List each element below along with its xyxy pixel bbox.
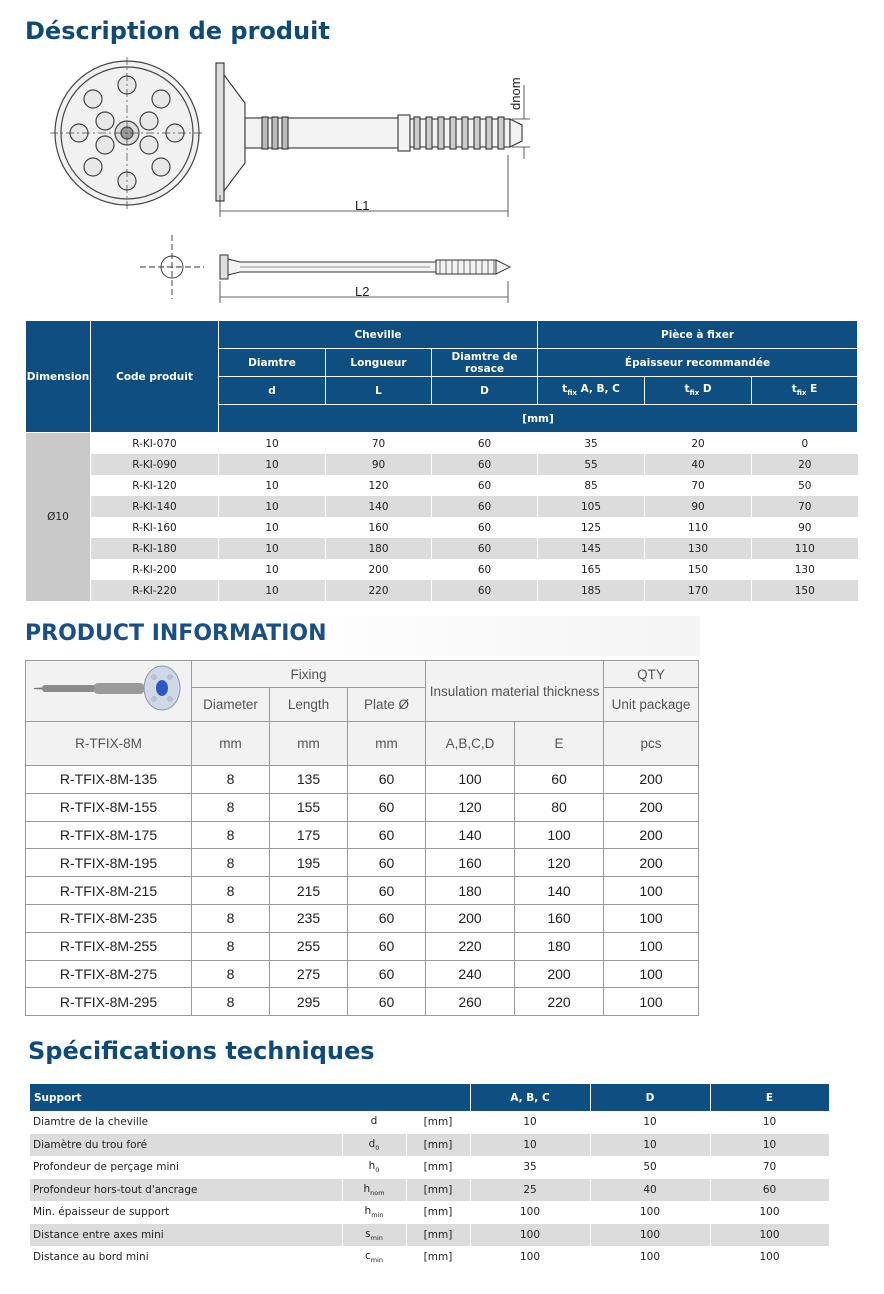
value-cell: 85: [538, 475, 645, 496]
value-cell: 70: [326, 433, 432, 455]
spec-unit: [mm]: [406, 1179, 470, 1202]
value-cell: 60: [432, 454, 538, 475]
table-row: [26, 904, 699, 932]
product-code-cell: R-KI-160: [91, 517, 219, 538]
value-cell: 70: [645, 475, 752, 496]
header-abcd: A,B,C,D: [426, 722, 515, 766]
spec-symbol-letter: d: [370, 1115, 378, 1128]
spec-symbol-letter: c: [364, 1250, 371, 1263]
value-cell: 60: [348, 988, 426, 1016]
value-cell: 155: [270, 793, 348, 821]
value-cell: 220: [326, 580, 432, 601]
value-cell: 105: [538, 496, 645, 517]
table-row: [26, 433, 858, 455]
spec-label: Profondeur hors-tout d'ancrage: [30, 1179, 342, 1202]
table-row: [26, 496, 858, 517]
spec-row: [30, 1156, 829, 1179]
product-description-table: [25, 320, 858, 601]
value-cell: 100: [604, 988, 699, 1016]
value-cell: 10: [219, 496, 326, 517]
value-cell: 100: [426, 766, 515, 794]
table-row: [26, 849, 699, 877]
spec-label: Diamètre du trou foré: [30, 1134, 342, 1157]
product-information-table: [25, 660, 699, 1016]
header-spec-d: D: [590, 1084, 710, 1111]
spec-value-e: 70: [710, 1156, 829, 1179]
expansion-tooth: [462, 117, 468, 149]
header-unit-package: Unit package: [604, 688, 699, 722]
header-dimension: Dimension: [26, 321, 91, 433]
table-row: [26, 821, 699, 849]
section-title-specifications: Spécifications techniques: [28, 1037, 375, 1065]
dimension-cell: Ø10: [26, 433, 91, 602]
rosette-hole: [96, 136, 114, 154]
value-cell: 8: [192, 932, 270, 960]
spec-symbol: [342, 1224, 406, 1247]
value-cell: 60: [348, 821, 426, 849]
value-cell: 100: [604, 960, 699, 988]
value-cell: 255: [270, 932, 348, 960]
value-cell: 170: [645, 580, 752, 601]
spec-unit: [mm]: [406, 1201, 470, 1224]
product-photo: [34, 665, 184, 715]
value-cell: 100: [515, 821, 604, 849]
expansion-tooth: [438, 117, 444, 149]
value-cell: 100: [604, 904, 699, 932]
spec-label: Profondeur de perçage mini: [30, 1156, 342, 1179]
value-cell: 80: [515, 793, 604, 821]
header-plate: Plate Ø: [348, 688, 426, 722]
value-cell: 160: [326, 517, 432, 538]
rosette-hole: [96, 112, 114, 130]
value-cell: 40: [645, 454, 752, 475]
expansion-tooth: [450, 117, 456, 149]
value-cell: 60: [432, 580, 538, 601]
value-cell: 60: [432, 475, 538, 496]
section-title-description: Déscription de produit: [25, 17, 330, 45]
value-cell: 180: [426, 877, 515, 905]
rosette-hole: [84, 90, 102, 108]
spec-value-e: 100: [710, 1201, 829, 1224]
symbol-d: d: [219, 377, 326, 405]
spec-row: [30, 1201, 829, 1224]
product-code-cell: R-TFIX-8M-235: [26, 904, 192, 932]
spec-symbol-letter: s: [365, 1227, 371, 1240]
product-code-cell: R-TFIX-8M-195: [26, 849, 192, 877]
product-code-cell: R-TFIX-8M-155: [26, 793, 192, 821]
value-cell: 10: [219, 580, 326, 601]
spec-value-abc: 100: [470, 1201, 590, 1224]
spec-value-e: 10: [710, 1111, 829, 1134]
unit-mm-length: mm: [270, 722, 348, 766]
value-cell: 10: [219, 559, 326, 580]
table-row: [26, 475, 858, 496]
value-cell: 130: [645, 538, 752, 559]
header-code-produit: Code produit: [91, 321, 219, 433]
table-row: [26, 559, 858, 580]
value-cell: 8: [192, 904, 270, 932]
header-spec-e: E: [710, 1084, 829, 1111]
value-cell: 140: [515, 877, 604, 905]
rosette-hole: [140, 136, 158, 154]
value-cell: 165: [538, 559, 645, 580]
header-e: E: [515, 722, 604, 766]
value-cell: 295: [270, 988, 348, 1016]
value-cell: 8: [192, 766, 270, 794]
product-code-cell: R-TFIX-8M-255: [26, 932, 192, 960]
product-image-caption: R-TFIX-8M: [26, 722, 192, 766]
spec-row: [30, 1224, 829, 1247]
value-cell: 130: [752, 559, 858, 580]
spec-symbol-letter: h: [363, 1182, 371, 1195]
value-cell: 180: [515, 932, 604, 960]
spec-symbol-subscript: min: [370, 1233, 383, 1242]
value-cell: 10: [219, 433, 326, 455]
value-cell: 200: [604, 821, 699, 849]
crosshair-symbol: [140, 235, 204, 299]
table-row: [26, 988, 699, 1016]
value-cell: 90: [326, 454, 432, 475]
value-cell: 200: [604, 849, 699, 877]
spec-value-e: 10: [710, 1134, 829, 1157]
value-cell: 185: [538, 580, 645, 601]
spec-symbol: [342, 1246, 406, 1269]
expansion-tooth: [414, 117, 420, 149]
value-cell: 125: [538, 517, 645, 538]
table-row: [26, 932, 699, 960]
product-code-cell: R-KI-220: [91, 580, 219, 601]
l2-label: L2: [355, 284, 370, 299]
table-row: [26, 454, 858, 475]
value-cell: 0: [752, 433, 858, 455]
table-row: [26, 538, 858, 559]
value-cell: 180: [326, 538, 432, 559]
value-cell: 60: [432, 517, 538, 538]
value-cell: 200: [326, 559, 432, 580]
spec-symbol: [342, 1134, 406, 1157]
spec-value-e: 100: [710, 1246, 829, 1269]
product-code-cell: R-KI-140: [91, 496, 219, 517]
expansion-tooth: [474, 117, 480, 149]
value-cell: 8: [192, 988, 270, 1016]
value-cell: 60: [515, 766, 604, 794]
value-cell: 10: [219, 454, 326, 475]
spec-value-d: 40: [590, 1179, 710, 1202]
header-epaisseur: Épaisseur recommandée: [538, 349, 858, 377]
spec-value-abc: 10: [470, 1134, 590, 1157]
value-cell: 175: [270, 821, 348, 849]
spec-label: Distance au bord mini: [30, 1246, 342, 1269]
product-code-cell: R-KI-070: [91, 433, 219, 455]
spec-unit: [mm]: [406, 1246, 470, 1269]
value-cell: 8: [192, 960, 270, 988]
value-cell: 8: [192, 849, 270, 877]
product-code-cell: R-TFIX-8M-295: [26, 988, 192, 1016]
header-spec-abc: A, B, C: [470, 1084, 590, 1111]
value-cell: 10: [219, 475, 326, 496]
value-cell: 150: [752, 580, 858, 601]
table-row: [26, 793, 699, 821]
spec-value-abc: 35: [470, 1156, 590, 1179]
value-cell: 200: [604, 766, 699, 794]
header-piece-a-fixer: Pièce à fixer: [538, 321, 858, 349]
value-cell: 20: [752, 454, 858, 475]
spec-value-d: 10: [590, 1111, 710, 1134]
spec-value-d: 100: [590, 1246, 710, 1269]
value-cell: 220: [426, 932, 515, 960]
rosette-hole: [84, 158, 102, 176]
spec-value-d: 100: [590, 1224, 710, 1247]
value-cell: 10: [219, 517, 326, 538]
expansion-tooth: [486, 117, 492, 149]
product-code-cell: R-KI-200: [91, 559, 219, 580]
value-cell: 145: [538, 538, 645, 559]
spec-symbol: [342, 1156, 406, 1179]
spec-value-abc: 25: [470, 1179, 590, 1202]
product-code-cell: R-KI-120: [91, 475, 219, 496]
value-cell: 20: [645, 433, 752, 455]
table-row: [26, 766, 699, 794]
rosette-hole: [140, 112, 158, 130]
spec-symbol-subscript: 0: [375, 1143, 380, 1152]
anchor-top-view: [220, 255, 510, 279]
spec-unit: [mm]: [406, 1224, 470, 1247]
spec-symbol-subscript: nom: [370, 1188, 385, 1197]
table-row: [26, 580, 858, 601]
table-row: [26, 960, 699, 988]
spec-row: [30, 1111, 829, 1134]
value-cell: 70: [752, 496, 858, 517]
unit-pcs: pcs: [604, 722, 699, 766]
value-cell: 50: [752, 475, 858, 496]
symbol-D: D: [432, 377, 538, 405]
spec-symbol-subscript: 0: [375, 1166, 380, 1175]
value-cell: 60: [432, 559, 538, 580]
value-cell: 60: [348, 793, 426, 821]
value-cell: 60: [432, 538, 538, 559]
value-cell: 120: [326, 475, 432, 496]
value-cell: 60: [432, 496, 538, 517]
rosette-hole: [152, 158, 170, 176]
spec-unit: [mm]: [406, 1156, 470, 1179]
spec-value-d: 10: [590, 1134, 710, 1157]
spec-symbol-subscript: min: [370, 1256, 384, 1265]
product-code-cell: R-KI-180: [91, 538, 219, 559]
spec-label: Distance entre axes mini: [30, 1224, 342, 1247]
value-cell: 195: [270, 849, 348, 877]
value-cell: 110: [645, 517, 752, 538]
value-cell: 160: [515, 904, 604, 932]
value-cell: 240: [426, 960, 515, 988]
value-cell: 235: [270, 904, 348, 932]
spec-value-d: 50: [590, 1156, 710, 1179]
product-code-cell: R-TFIX-8M-135: [26, 766, 192, 794]
value-cell: 100: [604, 932, 699, 960]
value-cell: 120: [515, 849, 604, 877]
table-row: [26, 877, 699, 905]
value-cell: 140: [426, 821, 515, 849]
header-length: Length: [270, 688, 348, 722]
product-code-cell: R-TFIX-8M-175: [26, 821, 192, 849]
spec-row: [30, 1179, 829, 1202]
value-cell: 135: [270, 766, 348, 794]
value-cell: 150: [645, 559, 752, 580]
value-cell: 215: [270, 877, 348, 905]
value-cell: 8: [192, 821, 270, 849]
header-longueur: Longueur: [326, 349, 432, 377]
value-cell: 60: [432, 433, 538, 455]
header-qty: QTY: [604, 661, 699, 688]
header-insulation: Insulation material thickness: [426, 661, 604, 722]
product-code-cell: R-TFIX-8M-275: [26, 960, 192, 988]
spec-value-abc: 10: [470, 1111, 590, 1134]
symbol-tfix-d: $t_{fix}$ D: [645, 377, 752, 405]
value-cell: 200: [604, 793, 699, 821]
value-cell: 60: [348, 960, 426, 988]
technical-specifications-table: [30, 1084, 830, 1269]
spec-row: [30, 1246, 829, 1269]
value-cell: 160: [426, 849, 515, 877]
expansion-tooth: [426, 117, 432, 149]
header-support: Support: [30, 1084, 470, 1111]
value-cell: 60: [348, 849, 426, 877]
spec-symbol-letter: d: [368, 1137, 376, 1150]
expansion-tooth: [498, 117, 504, 149]
value-cell: 90: [645, 496, 752, 517]
header-rosace: Diamtre de rosace: [432, 349, 538, 377]
spec-symbol: [342, 1179, 406, 1202]
value-cell: 60: [348, 766, 426, 794]
anchor-side-view: [216, 63, 522, 201]
value-cell: 90: [752, 517, 858, 538]
value-cell: 200: [515, 960, 604, 988]
spec-unit: [mm]: [406, 1134, 470, 1157]
spec-symbol: [342, 1201, 406, 1224]
spec-label: Diamtre de la cheville: [30, 1111, 342, 1134]
section-title-product-information: PRODUCT INFORMATION: [25, 621, 327, 646]
header-cheville: Cheville: [219, 321, 538, 349]
product-code-cell: R-KI-090: [91, 454, 219, 475]
unit-mm: [mm]: [219, 405, 858, 433]
value-cell: 60: [348, 877, 426, 905]
spec-symbol-subscript: min: [371, 1211, 384, 1220]
value-cell: 8: [192, 877, 270, 905]
value-cell: 60: [348, 904, 426, 932]
spec-label: Min. épaisseur de support: [30, 1201, 342, 1224]
table-row: [26, 517, 858, 538]
spec-symbol-letter: h: [364, 1205, 372, 1218]
rosette-hole: [152, 90, 170, 108]
dnom-label: dnom: [508, 77, 523, 110]
value-cell: 10: [219, 538, 326, 559]
rosette-front-view: [50, 57, 204, 209]
header-diameter: Diameter: [192, 688, 270, 722]
product-image-cell: [26, 661, 192, 722]
spec-value-e: 60: [710, 1179, 829, 1202]
value-cell: 60: [348, 932, 426, 960]
spec-unit: [mm]: [406, 1111, 470, 1134]
spec-value-e: 100: [710, 1224, 829, 1247]
value-cell: 110: [752, 538, 858, 559]
spec-symbol: [342, 1111, 406, 1134]
unit-mm-diameter: mm: [192, 722, 270, 766]
value-cell: 55: [538, 454, 645, 475]
value-cell: 220: [515, 988, 604, 1016]
spec-row: [30, 1134, 829, 1157]
header-diametre: Diamtre: [219, 349, 326, 377]
spec-value-abc: 100: [470, 1246, 590, 1269]
value-cell: 275: [270, 960, 348, 988]
product-technical-drawing: [40, 55, 540, 310]
spec-value-abc: 100: [470, 1224, 590, 1247]
value-cell: 35: [538, 433, 645, 455]
symbol-tfix-abc: $t_{fix}$ A, B, C: [538, 377, 645, 405]
value-cell: 200: [426, 904, 515, 932]
product-code-cell: R-TFIX-8M-215: [26, 877, 192, 905]
unit-mm-plate: mm: [348, 722, 426, 766]
symbol-tfix-e: $t_{fix}$ E: [752, 377, 858, 405]
value-cell: 100: [604, 877, 699, 905]
header-fixing: Fixing: [192, 661, 426, 688]
symbol-L: L: [326, 377, 432, 405]
spec-value-d: 100: [590, 1201, 710, 1224]
spec-symbol-letter: h: [368, 1160, 376, 1173]
l1-label: L1: [355, 198, 370, 213]
value-cell: 120: [426, 793, 515, 821]
value-cell: 260: [426, 988, 515, 1016]
value-cell: 140: [326, 496, 432, 517]
value-cell: 8: [192, 793, 270, 821]
